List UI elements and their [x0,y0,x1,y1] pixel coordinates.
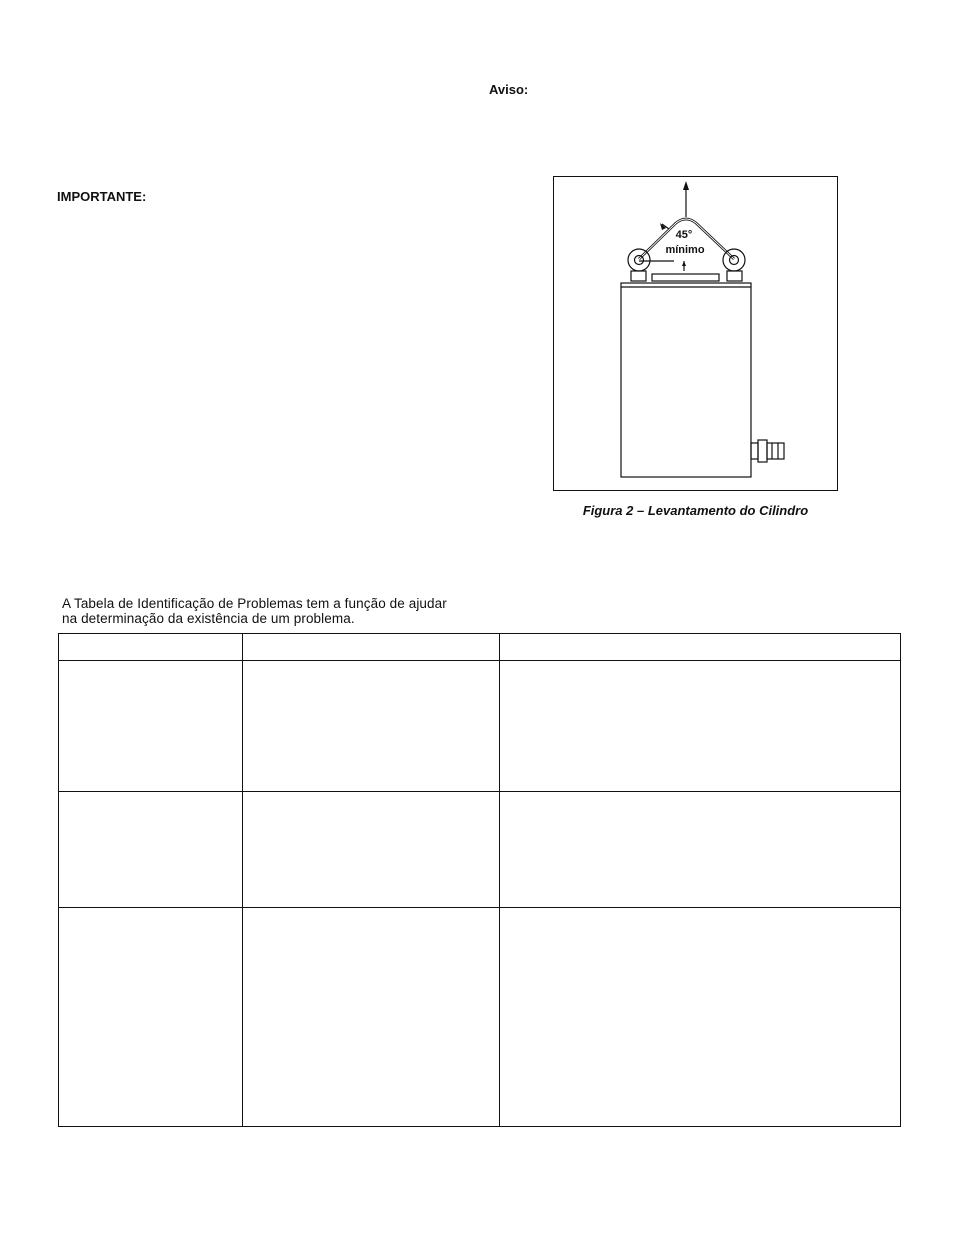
coupler-base [751,443,758,459]
table-cell [59,792,243,908]
right-eyebolt-base [727,271,742,281]
left-eyebolt-ring [628,249,650,271]
table-header-cell [243,634,500,661]
left-eyebolt-base [631,271,646,281]
table-cell [243,908,500,1127]
coupler-nut [758,440,767,462]
right-eyebolt-hole [730,256,739,265]
cylinder-body [621,283,751,477]
table-header-cell [500,634,901,661]
table-cell [59,908,243,1127]
troubleshooting-table [58,633,901,1127]
angle-label: 45° [675,229,693,241]
cylinder-lifting-diagram [554,177,837,490]
cylinder-top-plate [652,274,719,281]
table-cell [59,661,243,792]
lift-arrow-head [683,181,689,190]
figure-caption: Figura 2 – Levantamento do Cilindro [582,503,809,518]
gap-arrow-head [682,261,686,266]
coupler-body [767,443,784,459]
table-cell [243,661,500,792]
table-cell [243,792,500,908]
table-row [59,661,901,792]
table-cell [500,661,901,792]
table-header-cell [59,634,243,661]
table-row [59,908,901,1127]
table-header-row [59,634,901,661]
cylinder-lifting-figure [553,176,838,491]
right-eyebolt-ring [723,249,745,271]
table-intro-text: A Tabela de Identificação de Problemas tem a função de ajudar na determinação da existência de um problema. [62,596,447,626]
warning-label: Aviso: [489,82,529,97]
important-label: IMPORTANTE: [57,189,147,204]
table-cell [500,792,901,908]
minimum-label: mínimo [665,244,705,256]
left-eyebolt-hole [635,256,644,265]
table-cell [500,908,901,1127]
table-row [59,792,901,908]
